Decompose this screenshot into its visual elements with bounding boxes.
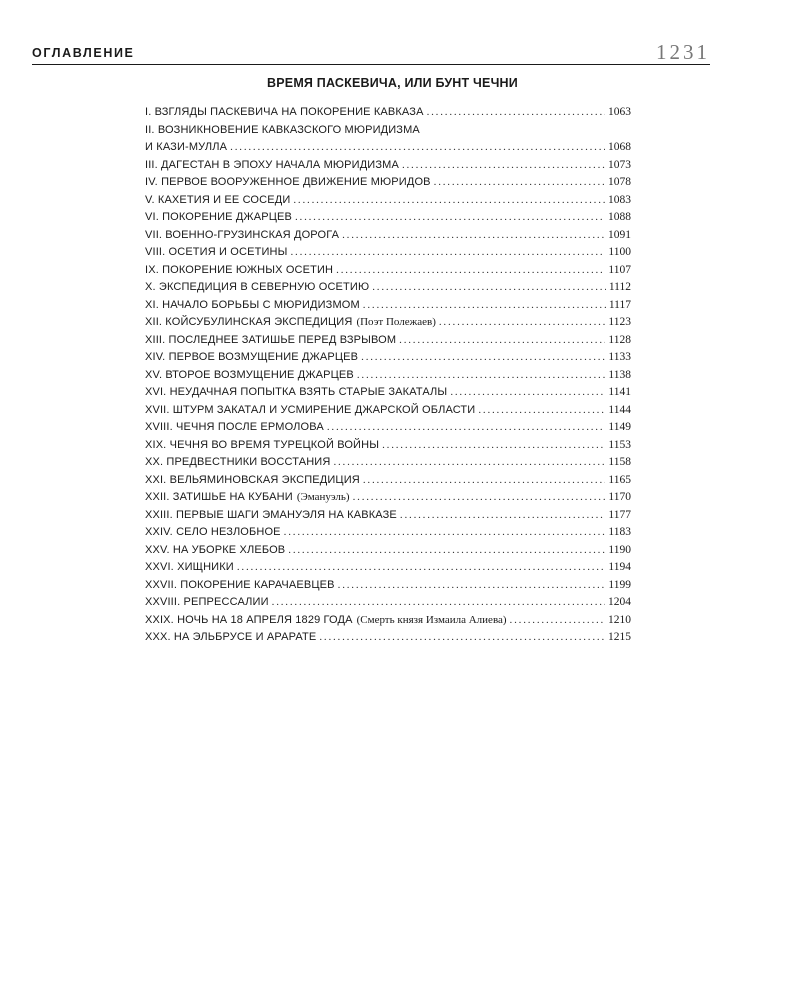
- dot-leader: [293, 192, 605, 210]
- toc-entry-page: 1177: [608, 508, 631, 521]
- toc-entry: [145, 349, 631, 367]
- toc-entry-page: 1215: [608, 631, 631, 643]
- toc-entry-page: 1088: [608, 211, 631, 223]
- toc-entry: [145, 524, 631, 542]
- toc-entry: [145, 314, 631, 332]
- toc-entry-title: XIX. ЧЕЧНЯ ВО ВРЕМЯ ТУРЕЦКОЙ ВОЙНЫ: [145, 438, 380, 451]
- toc-entry-note: (Смерть князя Измаила Алиева): [356, 613, 507, 626]
- dot-leader: [338, 577, 606, 595]
- toc-entry-note: (Эмануэль): [296, 491, 350, 503]
- toc-entry-title: XIII. ПОСЛЕДНЕЕ ЗАТИШЬЕ ПЕРЕД ВЗРЫВОМ: [145, 333, 397, 346]
- toc-entry-page: 1144: [608, 403, 631, 416]
- toc-entry-page: 1100: [608, 246, 631, 258]
- toc-entry-page: 1107: [608, 263, 631, 276]
- toc-entry: [145, 577, 631, 595]
- toc-entry-title: XXVI. ХИЩНИКИ: [145, 561, 234, 573]
- toc-entry-title: XII. КОЙСУБУЛИНСКАЯ ЭКСПЕДИЦИЯ: [145, 316, 353, 328]
- toc-entry-title: XIV. ПЕРВОЕ ВОЗМУЩЕНИЕ ДЖАРЦЕВ: [145, 351, 359, 363]
- toc-entry-title: И КАЗИ-МУЛЛА: [145, 141, 228, 153]
- toc-entry-title: VI. ПОКОРЕНИЕ ДЖАРЦЕВ: [145, 211, 292, 223]
- dot-leader: [272, 594, 605, 612]
- toc-entry: [145, 174, 631, 192]
- toc-entry-page: 1128: [608, 333, 631, 346]
- running-header: [32, 40, 710, 65]
- toc-entry: [145, 559, 631, 577]
- dot-leader: [363, 472, 606, 490]
- dot-leader: [357, 367, 606, 385]
- dot-leader: [230, 139, 605, 157]
- toc-entry-page: 1133: [608, 351, 631, 363]
- toc-entry-page: 1204: [608, 596, 631, 608]
- toc-entry-page: 1068: [608, 141, 631, 153]
- toc-entry-title: II. ВОЗНИКНОВЕНИЕ КАВКАЗСКОГО МЮРИДИЗМА: [145, 123, 420, 136]
- table-of-contents: [145, 104, 631, 647]
- dot-leader: [288, 542, 605, 560]
- dot-leader: [399, 332, 605, 350]
- toc-entry-title: XXV. НА УБОРКЕ ХЛЕБОВ: [145, 543, 286, 556]
- toc-entry: [145, 279, 631, 297]
- toc-entry-title: XXI. ВЕЛЬЯМИНОВСКАЯ ЭКСПЕДИЦИЯ: [145, 473, 360, 486]
- toc-entry-page: 1083: [608, 193, 631, 206]
- toc-entry-title: V. КАХЕТИЯ И ЕЕ СОСЕДИ: [145, 193, 291, 206]
- dot-leader: [382, 437, 605, 455]
- dot-leader: [363, 297, 606, 315]
- dot-leader: [400, 507, 606, 525]
- dot-leader: [450, 384, 605, 402]
- toc-entry-title: VII. ВОЕННО-ГРУЗИНСКАЯ ДОРОГА: [145, 228, 340, 241]
- toc-entry-title: XXII. ЗАТИШЬЕ НА КУБАНИ: [145, 491, 293, 503]
- toc-entry-title: I. ВЗГЛЯДЫ ПАСКЕВИЧА НА ПОКОРЕНИЕ КАВКАЗА: [145, 106, 424, 118]
- toc-entry-page: 1138: [608, 368, 631, 381]
- toc-entry: [145, 489, 631, 507]
- toc-entry-title: IX. ПОКОРЕНИЕ ЮЖНЫХ ОСЕТИН: [145, 263, 334, 276]
- toc-entry-page: 1149: [608, 421, 631, 433]
- dot-leader: [402, 157, 605, 175]
- dot-leader: [342, 227, 605, 245]
- toc-entry: [145, 402, 631, 420]
- toc-entry: [145, 139, 631, 157]
- toc-entry: [145, 227, 631, 245]
- toc-entry: [145, 437, 631, 455]
- dot-leader: [319, 629, 605, 647]
- toc-entry-page: 1112: [608, 281, 631, 293]
- toc-entry-title: XVIII. ЧЕЧНЯ ПОСЛЕ ЕРМОЛОВА: [145, 421, 324, 433]
- toc-entry: [145, 122, 631, 140]
- toc-entry: [145, 419, 631, 437]
- toc-entry-page: 1183: [608, 526, 631, 538]
- toc-entry: [145, 297, 631, 315]
- toc-entry: [145, 542, 631, 560]
- dot-leader: [336, 262, 605, 280]
- toc-entry-title: XI. НАЧАЛО БОРЬБЫ С МЮРИДИЗМОМ: [145, 298, 360, 311]
- dot-leader: [439, 314, 606, 332]
- toc-entry-title: III. ДАГЕСТАН В ЭПОХУ НАЧАЛА МЮРИДИЗМА: [145, 158, 399, 171]
- toc-entry: [145, 192, 631, 210]
- toc-entry: [145, 454, 631, 472]
- toc-entry-title: XVI. НЕУДАЧНАЯ ПОПЫТКА ВЗЯТЬ СТАРЫЕ ЗАКАТАЛЫ: [145, 386, 448, 398]
- toc-entry-title: XV. ВТОРОЕ ВОЗМУЩЕНИЕ ДЖАРЦЕВ: [145, 368, 354, 381]
- toc-entry-page: 1165: [608, 473, 631, 486]
- toc-entry-title: XXX. НА ЭЛЬБРУСЕ И АРАРАТЕ: [145, 631, 317, 643]
- toc-entry: [145, 244, 631, 262]
- toc-entry-page: 1123: [608, 316, 631, 328]
- page-number: 1231: [656, 40, 710, 64]
- toc-entry-page: 1078: [608, 176, 631, 188]
- dot-leader: [361, 349, 605, 367]
- toc-entry-title: XXIV. СЕЛО НЕЗЛОБНОЕ: [145, 526, 281, 538]
- toc-entry: [145, 384, 631, 402]
- toc-entry-page: 1194: [608, 561, 631, 573]
- dot-leader: [295, 209, 605, 227]
- toc-entry-title: X. ЭКСПЕДИЦИЯ В СЕВЕРНУЮ ОСЕТИЮ: [145, 281, 370, 293]
- running-title: ОГЛАВЛЕНИЕ: [32, 46, 135, 60]
- toc-entry-page: 1063: [608, 106, 631, 118]
- dot-leader: [510, 612, 605, 630]
- toc-entry: [145, 594, 631, 612]
- toc-entry: [145, 472, 631, 490]
- dot-leader: [372, 279, 606, 297]
- toc-entry-title: XVII. ШТУРМ ЗАКАТАЛ И УСМИРЕНИЕ ДЖАРСКОЙ ОБЛАСТИ: [145, 403, 476, 416]
- toc-entry: [145, 629, 631, 647]
- toc-entry-page: 1141: [608, 386, 631, 398]
- toc-entry-page: 1199: [608, 578, 631, 591]
- toc-entry-title: XX. ПРЕДВЕСТНИКИ ВОССТАНИЯ: [145, 456, 331, 468]
- toc-entry-page: 1091: [608, 228, 631, 241]
- dot-leader: [434, 174, 605, 192]
- toc-entry-title: XXVIII. РЕПРЕССАЛИИ: [145, 596, 269, 608]
- toc-entry-note: (Поэт Полежаев): [356, 316, 436, 328]
- toc-entry-title: XXIII. ПЕРВЫЕ ШАГИ ЭМАНУЭЛЯ НА КАВКАЗЕ: [145, 508, 397, 521]
- toc-entry-page: 1210: [608, 613, 631, 626]
- dot-leader: [353, 489, 606, 507]
- toc-entry-page: 1158: [608, 456, 631, 468]
- dot-leader: [478, 402, 605, 420]
- toc-entry: [145, 104, 631, 122]
- toc-entry-page: 1073: [608, 158, 631, 171]
- dot-leader: [237, 559, 606, 577]
- toc-entry-page: 1153: [608, 438, 631, 451]
- toc-entry: [145, 507, 631, 525]
- toc-entry-title: XXIX. НОЧЬ НА 18 АПРЕЛЯ 1829 ГОДА: [145, 613, 353, 626]
- toc-entry: [145, 262, 631, 280]
- toc-entry: [145, 209, 631, 227]
- toc-entry: [145, 612, 631, 630]
- dot-leader: [284, 524, 606, 542]
- toc-entry: [145, 367, 631, 385]
- dot-leader: [291, 244, 606, 262]
- toc-entry: [145, 157, 631, 175]
- toc-entry-title: XXVII. ПОКОРЕНИЕ КАРАЧАЕВЦЕВ: [145, 578, 335, 591]
- toc-entry-title: IV. ПЕРВОЕ ВООРУЖЕННОЕ ДВИЖЕНИЕ МЮРИДОВ: [145, 176, 431, 188]
- dot-leader: [327, 419, 606, 437]
- toc-entry-page: 1117: [608, 298, 631, 311]
- toc-entry-page: 1190: [608, 543, 631, 556]
- toc-entry-title: VIII. ОСЕТИЯ И ОСЕТИНЫ: [145, 246, 288, 258]
- toc-entry-page: 1170: [608, 491, 631, 503]
- dot-leader: [333, 454, 605, 472]
- section-title: ВРЕМЯ ПАСКЕВИЧА, ИЛИ БУНТ ЧЕЧНИ: [267, 76, 518, 90]
- toc-entry: [145, 332, 631, 350]
- dot-leader: [427, 104, 605, 122]
